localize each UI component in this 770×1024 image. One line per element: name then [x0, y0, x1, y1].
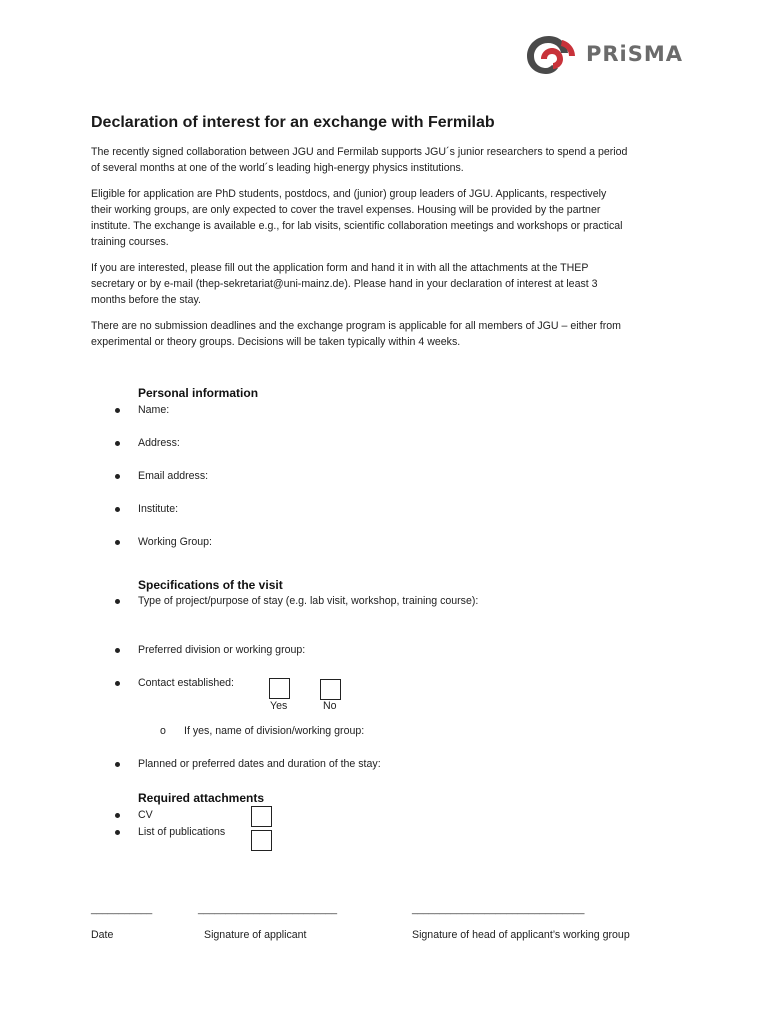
- bullet-icon: [115, 507, 120, 512]
- contact-no-checkbox[interactable]: [320, 679, 341, 700]
- yes-label: Yes: [270, 700, 288, 712]
- bullet-icon: [115, 408, 120, 413]
- no-label: No: [323, 700, 337, 712]
- date-line: ___________: [91, 904, 153, 915]
- address-label: Address:: [138, 437, 180, 449]
- bullet-icon: [115, 599, 120, 604]
- head-signature-line: _______________________________: [412, 904, 585, 915]
- paragraph-line: secretary or by e-mail (thep-sekretariat@uni-mainz.de). Please hand in your declaration of interest at least 3: [91, 278, 598, 290]
- publications-label: List of publications: [138, 826, 226, 838]
- prisma-logo-icon: [522, 28, 582, 78]
- paragraph-line: The recently signed collaboration between JGU and Fermilab supports JGU´s junior researchers to spend a period: [91, 146, 628, 158]
- email-label: Email address:: [138, 470, 209, 482]
- prisma-logo: [522, 28, 682, 78]
- paragraph-line: Eligible for application are PhD students, postdocs, and (junior) group leaders of JGU. Applicants, respectively: [91, 188, 607, 200]
- bullet-icon: [115, 762, 120, 767]
- applicant-signature-label: Signature of applicant: [204, 929, 307, 941]
- document-title: Declaration of interest for an exchange with Fermilab: [91, 114, 495, 131]
- publications-checkbox[interactable]: [251, 830, 272, 851]
- contact-yes-checkbox[interactable]: [269, 678, 290, 699]
- paragraph-line: There are no submission deadlines and the exchange program is applicable for all members of JGU – either from: [91, 320, 621, 332]
- institute-label: Institute:: [138, 503, 179, 515]
- planned-dates-label: Planned or preferred dates and duration of the stay:: [138, 758, 381, 770]
- date-label: Date: [91, 929, 114, 941]
- paragraph-line: months before the stay.: [91, 294, 201, 306]
- project-type-label: Type of project/purpose of stay (e.g. lab visit, workshop, training course):: [138, 595, 479, 607]
- personal-info-heading: Personal information: [138, 386, 259, 400]
- bullet-icon: [115, 441, 120, 446]
- bullet-icon: [115, 830, 120, 835]
- instructions-paragraph: [91, 260, 681, 308]
- visit-spec-heading: Specifications of the visit: [138, 578, 283, 592]
- deadlines-paragraph: [91, 318, 681, 350]
- paragraph-line: of several months at one of the world´s leading high-energy physics institutions.: [91, 162, 464, 174]
- working-group-label: Working Group:: [138, 536, 212, 548]
- eligibility-paragraph: [91, 186, 681, 250]
- bullet-icon: [115, 681, 120, 686]
- division-name-label: If yes, name of division/working group:: [184, 725, 365, 737]
- head-signature-label: Signature of head of applicant’s working group: [412, 929, 630, 941]
- sub-bullet-icon: o: [160, 725, 166, 737]
- contact-established-label: Contact established:: [138, 677, 234, 689]
- applicant-signature-line: _________________________: [198, 904, 338, 915]
- bullet-icon: [115, 813, 120, 818]
- bullet-icon: [115, 540, 120, 545]
- prisma-logo-text: PRiSMA: [586, 42, 684, 66]
- division-label: Preferred division or working group:: [138, 644, 306, 656]
- paragraph-line: institute. The exchange is available e.g., for lab visits, scientific collaboration meetings and workshops or practical: [91, 220, 623, 232]
- paragraph-line: experimental or theory groups. Decisions will be taken typically within 4 weeks.: [91, 336, 461, 348]
- cv-checkbox[interactable]: [251, 806, 272, 827]
- cv-label: CV: [138, 809, 153, 821]
- intro-paragraph: [91, 144, 681, 176]
- paragraph-line: their working groups, are only expected to cover the travel expenses. Housing will be provided by the partner: [91, 204, 601, 216]
- bullet-icon: [115, 474, 120, 479]
- name-label: Name:: [138, 404, 170, 416]
- bullet-icon: [115, 648, 120, 653]
- paragraph-line: training courses.: [91, 236, 169, 248]
- paragraph-line: If you are interested, please fill out the application form and hand it in with all the attachments at the THEP: [91, 262, 589, 274]
- attachments-heading: Required attachments: [138, 791, 265, 805]
